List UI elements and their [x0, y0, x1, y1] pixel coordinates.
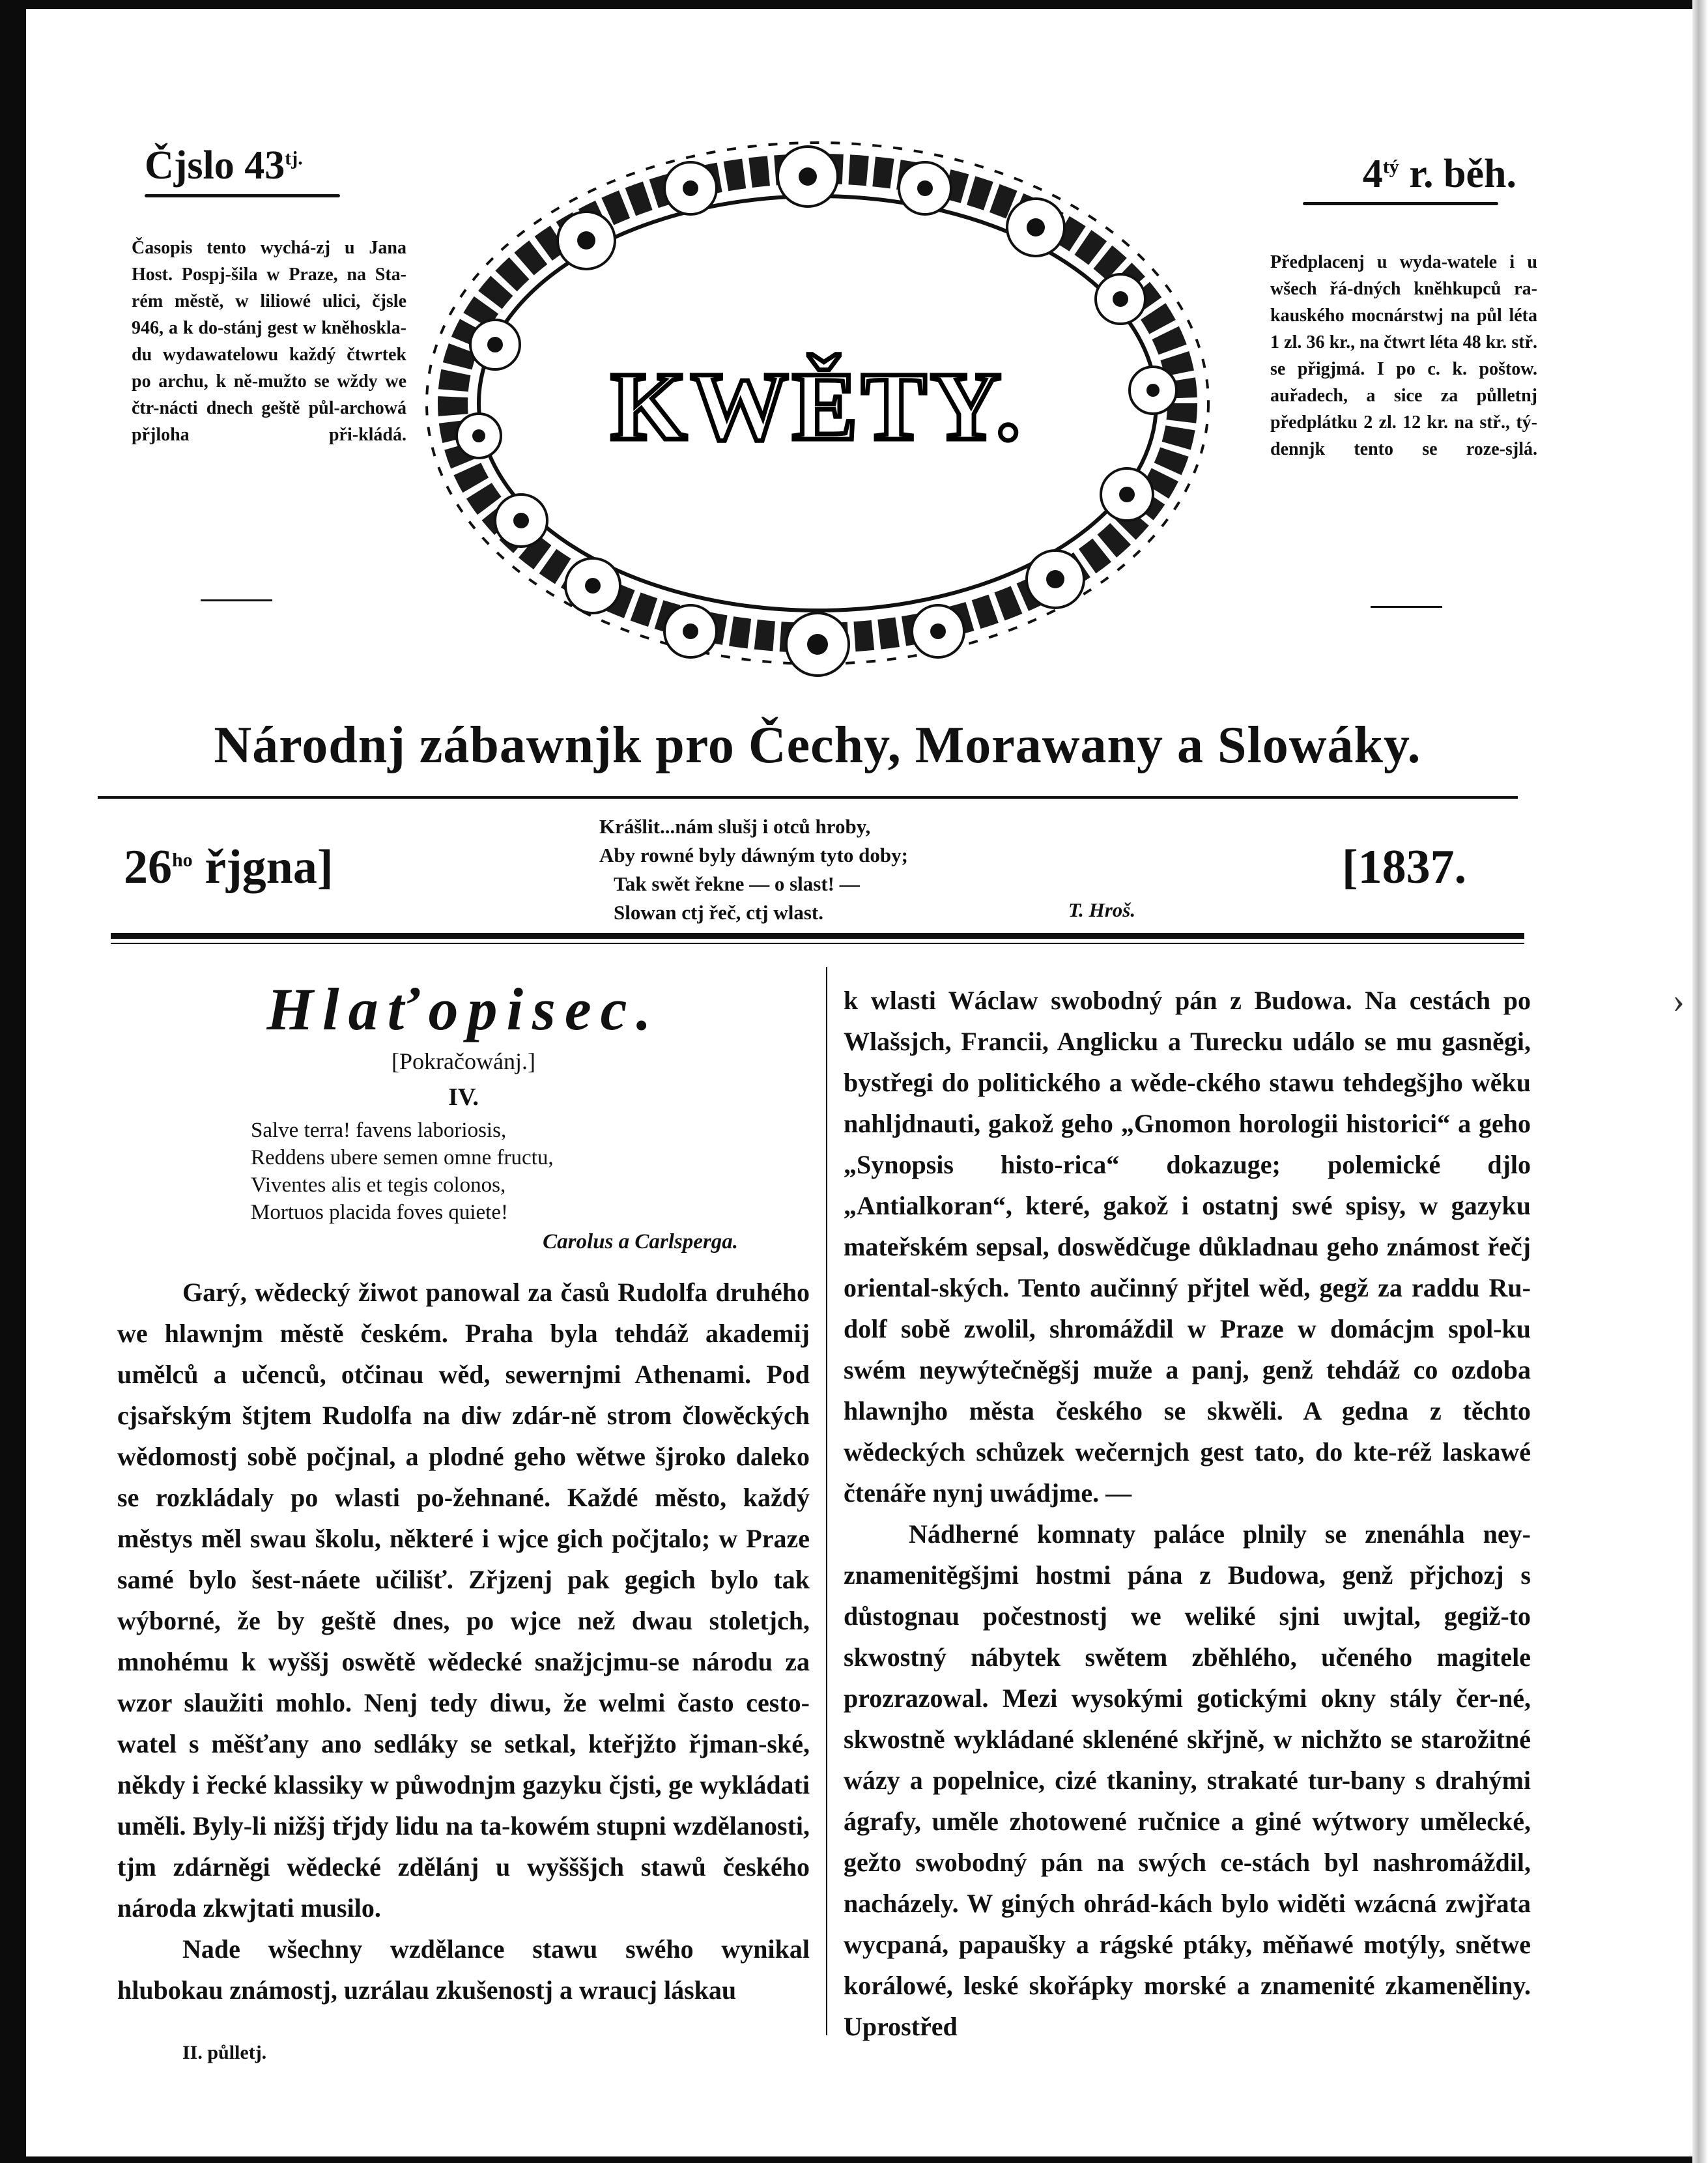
motto-line: Tak swět řekne — o slast! —	[614, 872, 860, 895]
article-left-column	[117, 973, 810, 2011]
header-double-rule	[111, 933, 1524, 939]
poem-line: Viventes alis et tegis colonos,	[251, 1173, 506, 1197]
motto-author: T. Hroš.	[1068, 898, 1136, 921]
page-edge	[1692, 0, 1708, 2163]
next-page-arrow-icon[interactable]: ›	[1672, 981, 1685, 1021]
motto-line: Slowan ctj řeč, ctj wlast.	[614, 901, 823, 924]
issue-date: $26^{ho}$ řjgna]	[124, 840, 334, 894]
epigraph-author: Carolus a Carlsperga.	[543, 1230, 738, 1253]
epigraph-poem	[251, 1117, 810, 1226]
floral-wreath-title	[417, 130, 1218, 690]
notice-divider-right	[1371, 606, 1442, 608]
subtitle-rule	[98, 796, 1518, 799]
footer-half-year-note: II. půlletj.	[182, 2042, 267, 2063]
article-paragraph: Nádherné komnaty paláce plnily se znenáhla ney-znamenitěgšjmi hostmi pána z Budowa, genž přjchozj s důstognau počestnostj we weliké sjni uwjtal, gegiž-to skwostný nábytek swětem zběhlého, učeného magitele prozrazowal. Mezi wysokými gotickými okny stály čer-né, skwostně wykládané sklenéné skřjně, w nichžto se starožitné wázy a popelnice, cizé tkaniny, strakaté tur-bany s drahými ágrafy, uměle zhotowené ručnice a giné wýtwory umělecké, gežto swobodný pán na swých ce-stách byl nashromáždil, nacházely. W giných ohrád-kách bylo widěti wzácná zwjřata wycpaná, papaušky a rágské ptáky, měňawé motýly, snětwe korálowé, leské skořápky morské a znamenité zkameněliny. Uprostřed	[844, 1519, 1531, 2041]
subscription-notice: Předplacenj u wyda-watele i u wšech řá-dných kněhkupců ra-kauského mocnárstwj na půl léta 1 zl. 36 kr., na čtwrt léta 48 kr. stř. se přigjmá. I po c. k. poštow. auřadech, a sice za půlletnj předplátku 2 zl. 12 kr. na stř., tý-dennjk tento se roze-sjlá.	[1270, 252, 1537, 459]
run-underline	[1303, 202, 1498, 205]
volume-run: $4^{tý}$ r. běh.	[1362, 152, 1516, 196]
article-continued-note: [Pokračowánj.]	[391, 1048, 535, 1074]
motto-line: Krášlit...nám slušj i otců hroby,	[599, 815, 871, 838]
article-paragraph: Garý, wědecký žiwot panowal za časů Rudolfa druhého we hlawnjm městě českém. Praha byla tehdáž akademij umělců a učenců, otčinau wěd, sewernjmi Athenami. Pod cjsařským štjtem Rudolfa na diw zdár-ně strom člowěckých wědomostj sobě počjnal, a plodné geho wětwe šjroko daleko se rozkládaly po wlasti po-žehnané. Každé město, každý městys měl swau školu, některé i wjce gich počjtalo; w Praze samé bylo šest-náete učilišť. Zřjzenj pak gegich bylo tak wýborné, že by geště dnes, po wjce než dwau stoletjch, mnohému k wyššj oswětě wědecké snažjcjmu-se národu za wzor slaužiti mohlo. Nenj tedy diwu, že welmi často cesto-watel s měšťany ano sedláky se setkal, kteřjžto řjman-ské, někdy i řecké klassiky w půwodnjm gazyku čjsti, ge wykládati uměli. Byly-li nižšj třjdy lidu na ta-kowém stupni wzdělanosti, tjm zdárněgi wědecké zdělánj u wyšššjch stawů českého národa zkwjtati musilo.	[117, 1278, 810, 1923]
poem-line: Mortuos placida foves quiete!	[251, 1201, 508, 1224]
poem-line: Salve terra! favens laboriosis,	[251, 1119, 507, 1142]
newspaper-page	[26, 9, 1692, 2156]
header-thin-rule	[111, 943, 1524, 944]
publisher-notice: Časopis tento wychá-zj u Jana Host. Pospj-šila w Praze, na Sta-rém městě, w liliowé ulici, čjsle 946, a k do-stánj gest w kněhoskla-du wydawatelowu každý čtwrtek po archu, k ně-mužto se wždy we čtr-nácti dnech geště půl-archowá přjloha při-kládá.	[132, 238, 406, 445]
column-divider	[826, 967, 827, 2035]
article-paragraph: k wlasti Wáclaw swobodný pán z Budowa. Na cestách po Wlašsjch, Francii, Anglicku a Turecku událo se mu gasněgi, bystřegi do politického a wěde-ckého stawu tehdegšjho wěku nahljdnauti, gakož geho „Gnomon horologii historici“ a geho „Synopsis histo-rica“ dokazuge; polemické djlo „Antialkoran“, které, gakož i ostatnj swé spisy, w gazyku mateřském sepsal, doswědčuge důkladnau geho známost řečj oriental-ských. Tento aučinný přjtel wěd, gegž za raddu Ru-dolf sobě zwolil, shromáždil w Praze w domácjm spol-ku swém neywýtečněgšj muže a panj, genž tehdáž co ozdoba hlawnjho města českého se skwěli. A gedna z těchto wědeckých schůzek wečernjch gest tato, do kte-réž laskawé čtenáře nynj uwádjme. —	[844, 986, 1531, 1508]
article-paragraph: Nade wšechny wzdělance stawu swého wynikal hlubokau známostj, uzrálau zkušenostj a wraucj láskau	[117, 1934, 810, 2005]
paper-subtitle: Národnj zábawnjk pro Čechy, Morawany a Slowáky.	[214, 717, 1421, 774]
article-right-column	[844, 980, 1531, 2047]
issue-underline	[145, 194, 340, 197]
article-section-number: IV.	[448, 1083, 479, 1111]
issue-number: Čjslo $43^{tj.}$	[145, 143, 303, 188]
masthead-motto	[599, 812, 1231, 927]
issue-year: [1837.	[1342, 840, 1467, 894]
masthead-title: KWĚTY.	[610, 352, 1025, 461]
poem-line: Reddens ubere semen omne fructu,	[251, 1146, 554, 1169]
article-title: Hlaťopisec.	[266, 976, 661, 1042]
motto-line: Aby rowné byly dáwným tyto doby;	[599, 844, 908, 867]
notice-divider-left	[201, 599, 272, 601]
